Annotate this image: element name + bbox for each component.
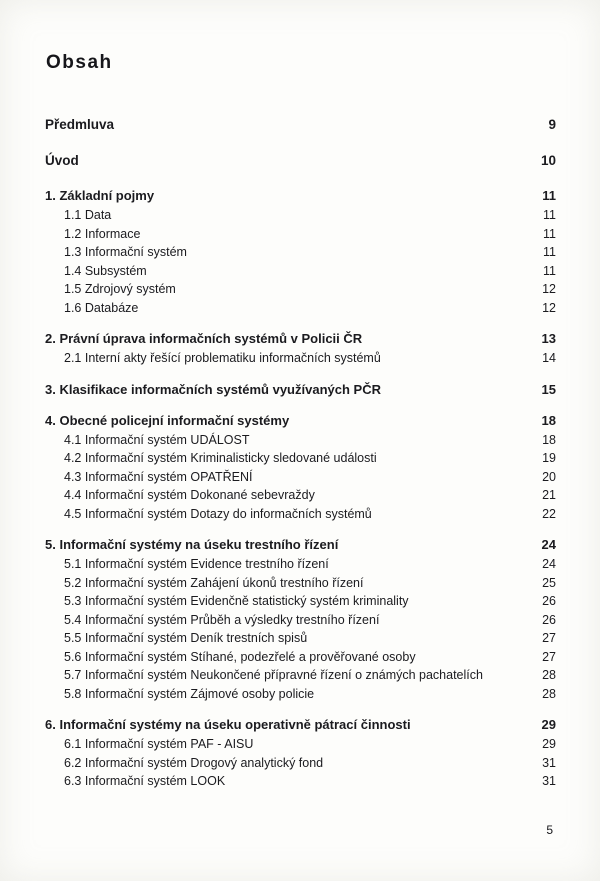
toc-entry[interactable] (64, 632, 556, 645)
toc-entry-label: 5.1 Informační systém Evidence trestního řízení (64, 557, 329, 571)
toc-entry-label: 1.3 Informační systém (64, 245, 187, 259)
toc-entry-label: 4.3 Informační systém OPATŘENÍ (64, 469, 253, 484)
toc-entry[interactable] (64, 508, 556, 521)
toc-entry[interactable] (64, 302, 556, 315)
toc-entry-page-number: 14 (542, 351, 556, 365)
toc-entry[interactable] (64, 688, 556, 701)
toc-entry-page-number: 18 (542, 432, 556, 447)
toc-entry[interactable] (45, 332, 556, 345)
toc-entry[interactable] (64, 577, 556, 590)
toc-entry-label: 6.3 Informační systém LOOK (64, 774, 226, 788)
toc-entry[interactable] (64, 614, 556, 627)
toc-entry-page-number: 24 (541, 537, 556, 552)
toc-entry-page-number: 11 (543, 245, 556, 259)
toc-entry[interactable] (64, 434, 556, 447)
toc-entry-label: 5.7 Informační systém Neukončené přípravné řízení o známých pachatelích (64, 668, 483, 682)
toc-entry-page-number: 27 (542, 649, 556, 664)
toc-entry-page-number: 26 (542, 594, 556, 608)
toc-entry[interactable] (64, 595, 556, 608)
toc-entry-label: 2.1 Interní akty řešící problematiku informačních systémů (64, 351, 381, 365)
toc-entry[interactable] (64, 757, 556, 770)
toc-entry-label: 4.4 Informační systém Dokonané sebevraždy (64, 488, 315, 502)
toc-entry[interactable] (64, 246, 556, 259)
table-of-contents (44, 118, 556, 788)
toc-entry-page-number: 22 (542, 506, 556, 521)
toc-entry-label: 5.3 Informační systém Evidenčně statistický systém kriminality (64, 594, 409, 608)
toc-entry[interactable] (64, 228, 556, 241)
toc-entry-page-number: 21 (542, 488, 556, 502)
toc-entry[interactable] (64, 489, 556, 502)
toc-entry[interactable] (64, 775, 556, 788)
toc-entry-page-number: 19 (542, 451, 556, 465)
toc-entry-label: 1.4 Subsystém (64, 263, 147, 278)
toc-entry[interactable] (64, 352, 556, 365)
toc-entry[interactable] (64, 265, 556, 278)
toc-entry-page-number: 31 (542, 774, 556, 788)
toc-entry-page-number: 29 (541, 717, 556, 732)
toc-entry-page-number: 12 (542, 282, 556, 296)
toc-entry[interactable] (64, 209, 556, 222)
toc-entry-label: 1. Základní pojmy (45, 188, 155, 203)
toc-entry-page-number: 9 (548, 117, 556, 132)
toc-entry[interactable] (64, 471, 556, 484)
toc-entry-label: 6. Informační systémy na úseku operativně pátrací činnosti (45, 717, 411, 732)
toc-entry-page-number: 18 (541, 412, 556, 428)
toc-entry-page-number: 20 (542, 469, 556, 484)
toc-entry-label: Předmluva (45, 117, 115, 132)
toc-entry-page-number: 25 (542, 575, 556, 590)
toc-entry-label: 1.2 Informace (64, 226, 141, 241)
toc-entry-label: 5.2 Informační systém Zahájení úkonů trestního řízení (64, 575, 364, 590)
toc-entry-page-number: 24 (542, 557, 556, 571)
toc-entry-label: 6.1 Informační systém PAF - AISU (64, 737, 254, 751)
toc-entry[interactable] (64, 738, 556, 751)
toc-entry-page-number: 11 (543, 226, 556, 241)
toc-entry-label: 5.5 Informační systém Deník trestních spisů (64, 631, 308, 645)
page-title: Obsah (46, 52, 113, 73)
toc-entry[interactable] (64, 651, 556, 664)
toc-entry-label: 5.6 Informační systém Stíhané, podezřelé a prověřované osoby (64, 649, 416, 664)
toc-entry[interactable] (45, 414, 556, 427)
toc-entry-page-number: 15 (541, 381, 556, 397)
toc-entry-label: 1.5 Zdrojový systém (64, 282, 176, 296)
toc-entry-page-number: 11 (542, 188, 556, 203)
toc-entry-label: 5. Informační systémy na úseku trestního řízení (45, 537, 339, 552)
toc-entry-label: 4.2 Informační systém Kriminalisticky sledované události (64, 451, 377, 465)
toc-entry-page-number: 28 (542, 686, 556, 701)
toc-entry[interactable] (64, 452, 556, 465)
toc-entry-label: 5.4 Informační systém Průběh a výsledky trestního řízení (64, 612, 380, 627)
toc-entry-label: 1.6 Databáze (64, 300, 139, 315)
toc-entry-page-number: 11 (543, 263, 556, 278)
toc-entry-label: 1.1 Data (64, 208, 112, 222)
toc-entry-page-number: 10 (540, 152, 556, 168)
toc-entry[interactable] (45, 154, 556, 168)
toc-entry[interactable] (64, 283, 556, 296)
toc-entry-page-number: 28 (542, 668, 556, 682)
toc-entry-label: 3. Klasifikace informačních systémů využívaných PČR (45, 381, 381, 397)
toc-entry-label: 6.2 Informační systém Drogový analytický fond (64, 755, 324, 770)
toc-entry[interactable] (45, 118, 556, 132)
toc-entry-page-number: 11 (543, 208, 556, 222)
toc-entry-label: 4. Obecné policejní informační systémy (45, 412, 290, 428)
toc-entry[interactable] (64, 669, 556, 682)
toc-entry-page-number: 31 (542, 755, 556, 770)
toc-entry-page-number: 29 (542, 737, 556, 751)
toc-entry-page-number: 27 (542, 631, 556, 645)
toc-entry-label: 2. Právní úprava informačních systémů v Policii ČR (45, 331, 363, 346)
toc-entry-page-number: 26 (542, 612, 556, 627)
toc-entry[interactable] (64, 558, 556, 571)
toc-entry[interactable] (45, 189, 556, 202)
toc-entry-page-number: 13 (541, 331, 556, 346)
toc-entry-label: 4.5 Informační systém Dotazy do informačních systémů (64, 506, 372, 521)
page-folio-number: 5 (546, 823, 553, 837)
toc-entry-page-number: 12 (542, 300, 556, 315)
toc-entry[interactable] (45, 538, 556, 551)
toc-entry[interactable] (45, 718, 556, 731)
toc-entry-label: 5.8 Informační systém Zájmové osoby policie (64, 686, 315, 701)
toc-entry-label: Úvod (45, 152, 79, 168)
toc-entry-label: 4.1 Informační systém UDÁLOST (64, 432, 250, 447)
toc-entry[interactable] (45, 383, 556, 396)
